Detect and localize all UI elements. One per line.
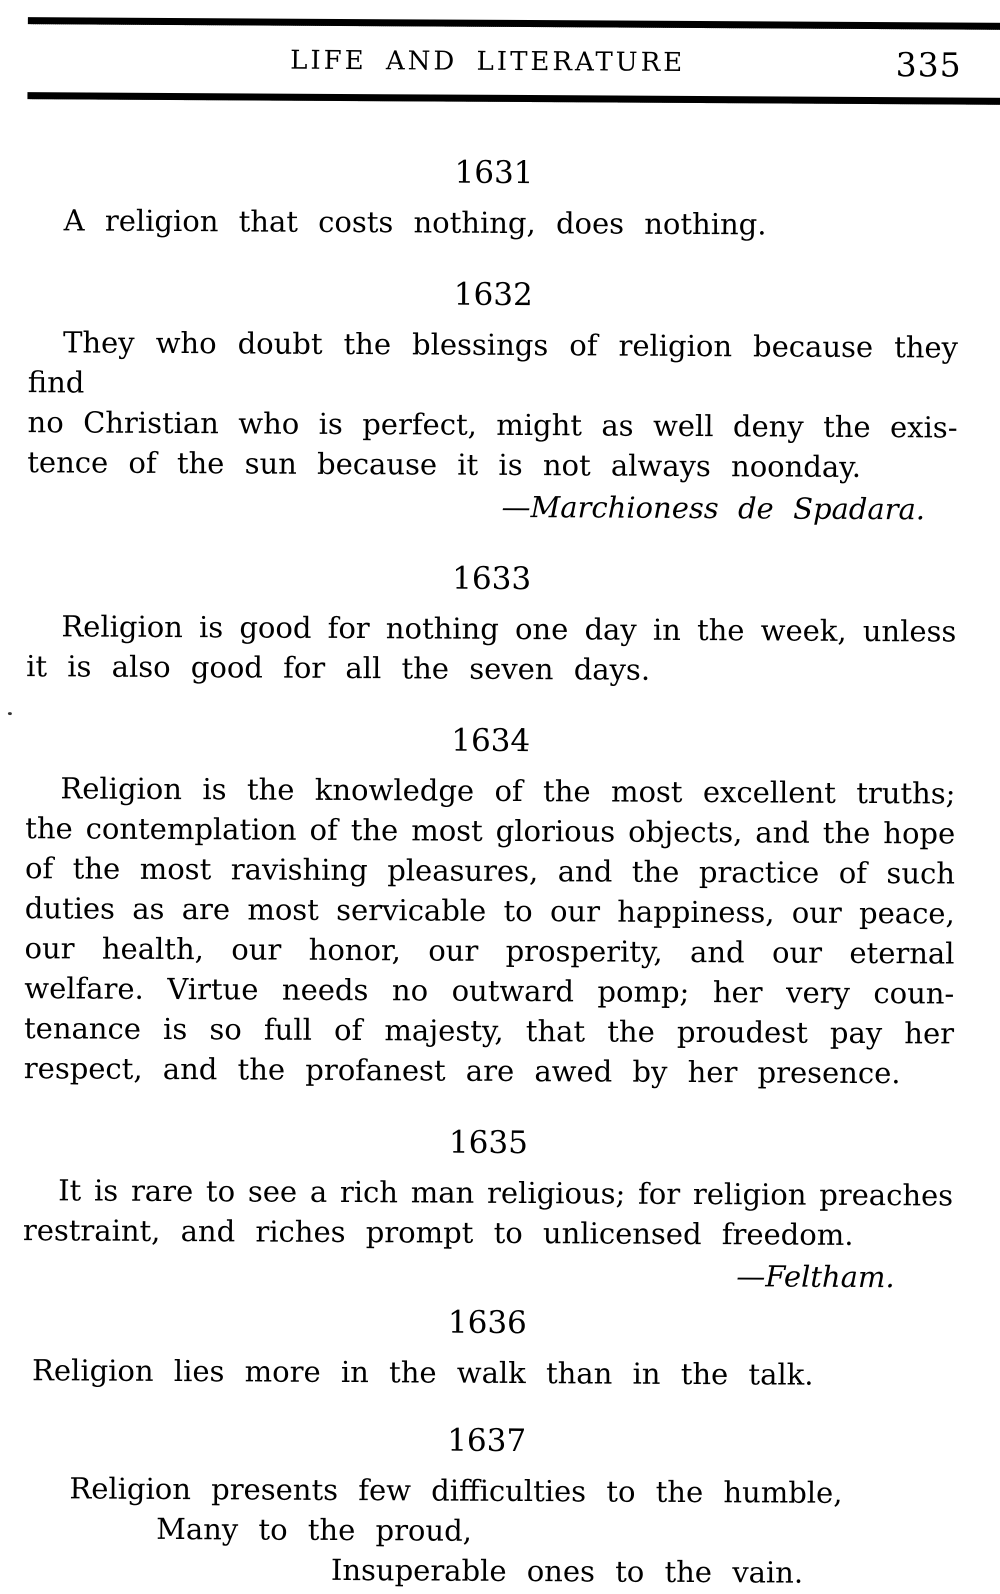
quote-line: of the most ravishing pleasures, and the practice of such (24, 851, 956, 891)
quote-line: duties as are most servicable to our happiness, our peace, (24, 891, 955, 931)
header-rule (27, 92, 1000, 105)
quote-line: It is rare to see a rich man religious; for religion preaches (58, 1173, 954, 1213)
quote-text (23, 1170, 953, 1255)
quote-text (21, 1468, 952, 1593)
quote-line: no Christian who is perfect, might as well deny the exis- (27, 405, 958, 445)
quote-section (27, 272, 958, 529)
quote-line: Religion is the knowledge of the most excellent truths; (60, 771, 956, 811)
running-title: LIFE AND LITERATURE (290, 45, 686, 78)
quote-line: Many to the proud, (156, 1511, 473, 1548)
quote-attribution: —Feltham. (736, 1259, 895, 1295)
page-number: 335 (895, 45, 962, 85)
quote-line: Religion lies more in the walk than in the talk. (32, 1353, 814, 1392)
quote-section (29, 150, 960, 245)
page-header (0, 44, 1000, 85)
quote-line: They who doubt the blessings of religion because they find (27, 325, 959, 400)
quote-text (22, 1350, 952, 1395)
quote-text (27, 322, 958, 487)
scan-speckle (8, 712, 12, 715)
quote-line: Religion presents few difficulties to the humble, (69, 1471, 843, 1510)
quotes-content (21, 130, 959, 1593)
quote-number: 1633 (452, 560, 532, 598)
quote-number: 1637 (447, 1422, 527, 1460)
quote-section (23, 1120, 954, 1297)
quote-number: 1632 (453, 276, 533, 314)
quote-line: our health, our honor, our prosperity, and our eternal (24, 931, 955, 971)
quote-line: it is also good for all the seven days. (26, 649, 651, 687)
quote-line: Insuperable ones to the vain. (330, 1552, 804, 1590)
quote-line: tenance is so full of majesty, that the proudest pay her (23, 1011, 955, 1051)
quote-number: 1634 (451, 722, 531, 760)
quote-number: 1631 (454, 154, 534, 192)
quote-line: respect, and the profanest are awed by her presence. (23, 1051, 901, 1091)
quote-attribution: —Marchioness de Spadara. (501, 489, 926, 527)
quote-section (24, 718, 956, 1093)
quote-number: 1635 (448, 1124, 528, 1162)
quote-text (26, 606, 956, 691)
quote-number: 1636 (447, 1304, 527, 1342)
quote-line: tence of the sun because it is not always noonday. (27, 445, 862, 484)
quote-line: welfare. Virtue needs no outward pomp; her very coun- (24, 971, 955, 1011)
quote-text (29, 200, 959, 245)
quote-line: Religion is good for nothing one day in the week, unless (61, 609, 957, 649)
top-rule (28, 17, 1000, 30)
quote-line: the contemplation of the most glorious objects, and the hope (25, 811, 956, 851)
quote-section (26, 556, 957, 691)
quote-section (22, 1300, 953, 1395)
quote-section (21, 1418, 952, 1593)
quote-line: restraint, and riches prompt to unlicensed freedom. (22, 1213, 854, 1252)
quote-text (24, 768, 956, 1093)
quote-line: A religion that costs nothing, does nothing. (63, 203, 767, 242)
